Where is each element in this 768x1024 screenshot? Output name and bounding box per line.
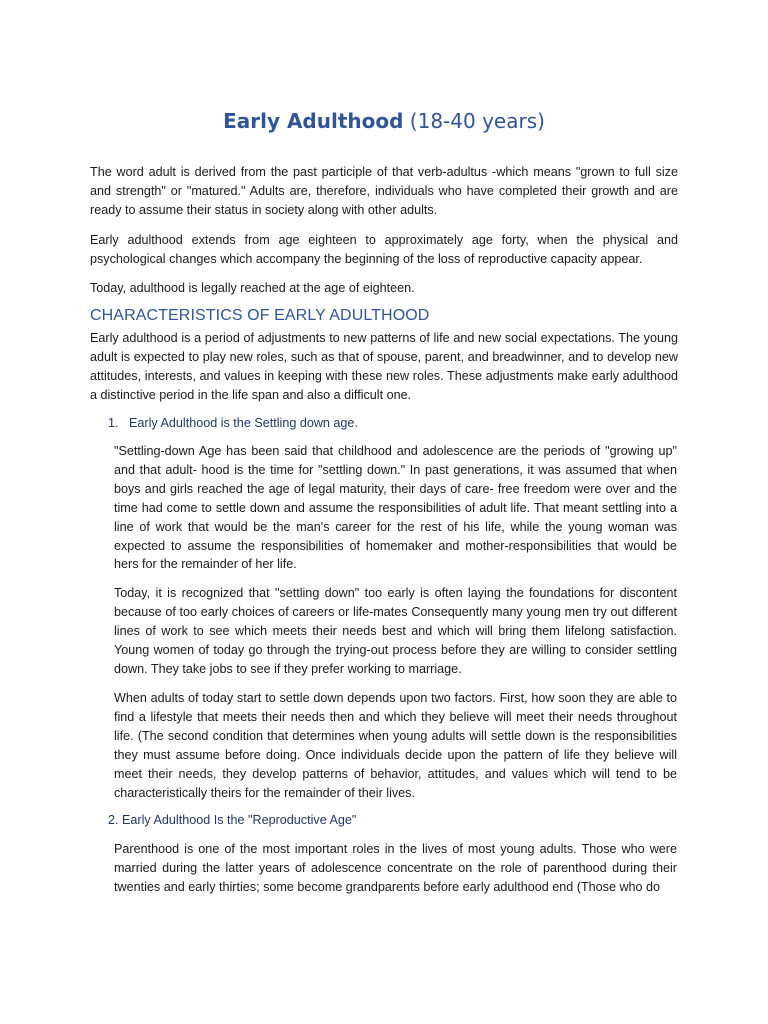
list-item-2-heading: 2. Early Adulthood Is the "Reproductive Age" [108, 813, 357, 827]
intro-paragraph-2: Early adulthood extends from age eighteen to approximately age forty, when the physical and psychological changes which accompany the beginning of the loss of reproductive capacity appear. [90, 233, 678, 266]
item-2-paragraph-1: Parenthood is one of the most important roles in the lives of most young adults. Those who were married during the latter years of adolescence concentrate on the role of parenthood during their twenties and early thirties; some become grandparents before early adulthood end (Those who do [114, 842, 677, 894]
item-1-paragraph-1: "Settling-down Age has been said that childhood and adolescence are the periods of "growing up" and that adult- hood is the time for "settling down." In past generations, it was assumed that when boys and girls reached the age of legal maturity, their days of care- free freedom were over and the time had come to settle down and assume the responsibilities of adult life. That meant settling into a line of work that would be the man's career for the rest of his life, while the young woman was expected to assume the responsibilities of homemaker and mother-responsibilities that would be hers for the remainder of her life. [114, 444, 677, 572]
list-item-1-heading: 1. Early Adulthood is the Settling down age. [108, 416, 358, 430]
title-age-range: (18-40 years) [403, 109, 545, 133]
item-1-paragraph-2: Today, it is recognized that "settling down" too early is often laying the foundations for discontent because of too early choices of careers or life-mates Consequently many young men try out different lines of work to see which meets their needs best and which will bring them lifelong satisfaction. Young women of today go through the trying-out process before they are willing to consider settling down. They take jobs to see if they prefer working to marriage. [114, 586, 677, 676]
item-1-paragraph-3: When adults of today start to settle down depends upon two factors. First, how soon they are able to find a lifestyle that meets their needs then and which they believe will meet their needs throughout life. (The second condition that determines when young adults will settle down is the responsibilities they must assume before doing. Once individuals decide upon the pattern of life they believe will meet their needs, they develop patterns of behavior, attitudes, and values which will tend to be characteristically theirs for the remainder of their lives. [114, 691, 677, 800]
section-heading: CHARACTERISTICS OF EARLY ADULTHOOD [90, 307, 430, 324]
page-title [90, 108, 678, 134]
title-main: Early Adulthood [223, 109, 404, 133]
intro-paragraph-3: Today, adulthood is legally reached at the age of eighteen. [90, 281, 415, 295]
section-intro-paragraph: Early adulthood is a period of adjustments to new patterns of life and new social expectations. The young adult is expected to play new roles, such as that of spouse, parent, and breadwinner, and to develop new attitudes, interests, and values in keeping with these new roles. These adjustments make early adulthood a distinctive period in the life span and also a difficult one. [90, 331, 678, 402]
intro-paragraph-1: The word adult is derived from the past participle of that verb-adultus -which means "grown to full size and strength" or "matured." Adults are, therefore, individuals who have completed their growth and are ready to assume their status in society along with other adults. [90, 165, 678, 217]
